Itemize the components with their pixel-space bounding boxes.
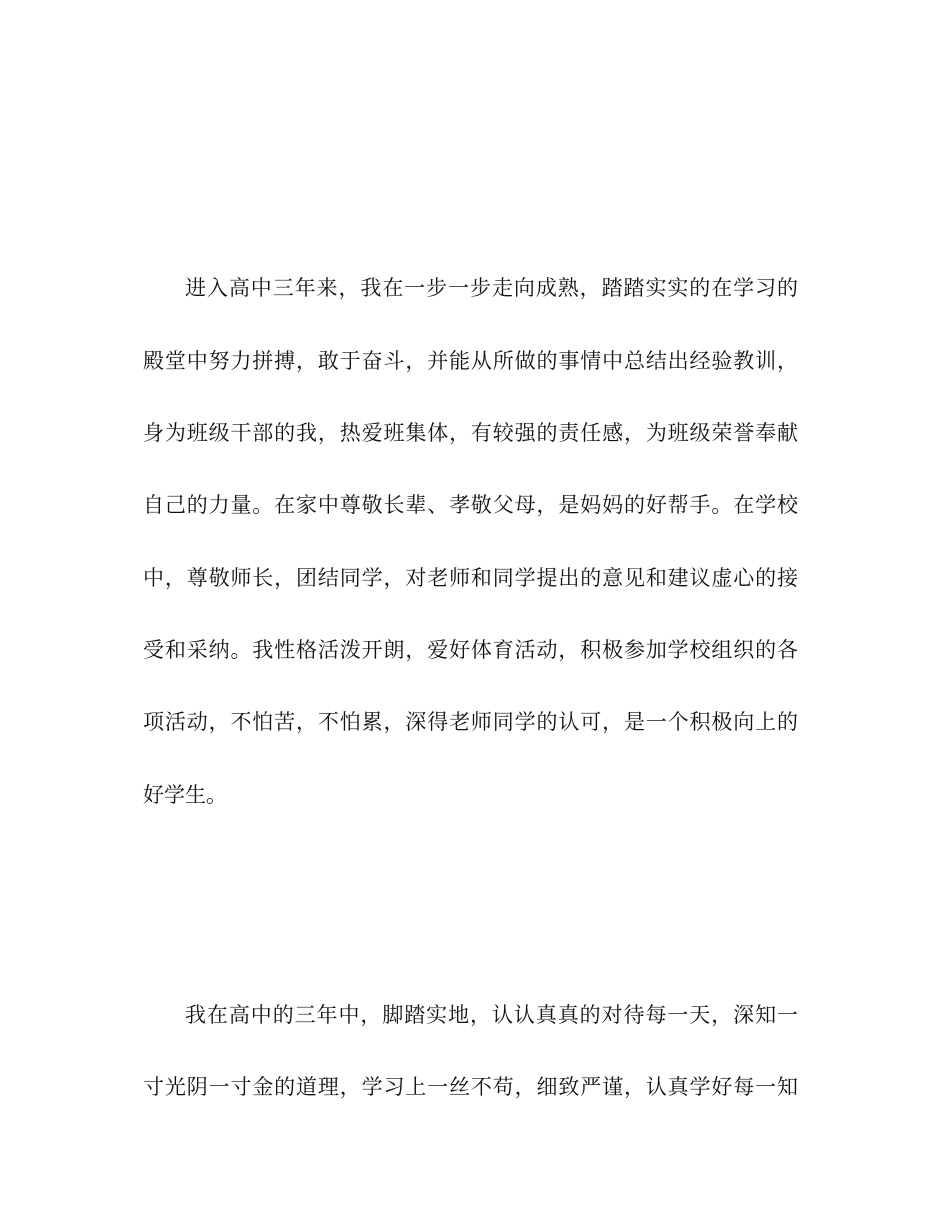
paragraph-line: 进入高中三年来，我在一步一步走向成熟，踏踏实实的在学习的 <box>185 276 798 300</box>
paragraph-line: 身为班级干部的我，热爱班集体，有较强的责任感，为班级荣誉奉献 <box>143 421 798 445</box>
paragraph-line: 中，尊敬师长，团结同学，对老师和同学提出的意见和建议虚心的接 <box>143 566 798 590</box>
paragraph-line: 受和采纳。我性格活泼开朗，爱好体育活动，积极参加学校组织的各 <box>143 638 798 662</box>
paragraph-line: 殿堂中努力拼搏，敢于奋斗，并能从所做的事情中总结出经验教训， <box>143 349 798 373</box>
paragraph-line: 我在高中的三年中，脚踏实地，认认真真的对待每一天，深知一 <box>185 1003 798 1027</box>
paragraph-line: 好学生。 <box>143 783 227 807</box>
paragraph-line: 项活动，不怕苦，不怕累，深得老师同学的认可，是一个积极向上的 <box>143 710 798 734</box>
paragraph-line: 自己的力量。在家中尊敬长辈、孝敬父母，是妈妈的好帮手。在学校 <box>143 493 798 517</box>
paragraph-line: 寸光阴一寸金的道理，学习上一丝不苟，细致严谨，认真学好每一知 <box>143 1075 798 1099</box>
